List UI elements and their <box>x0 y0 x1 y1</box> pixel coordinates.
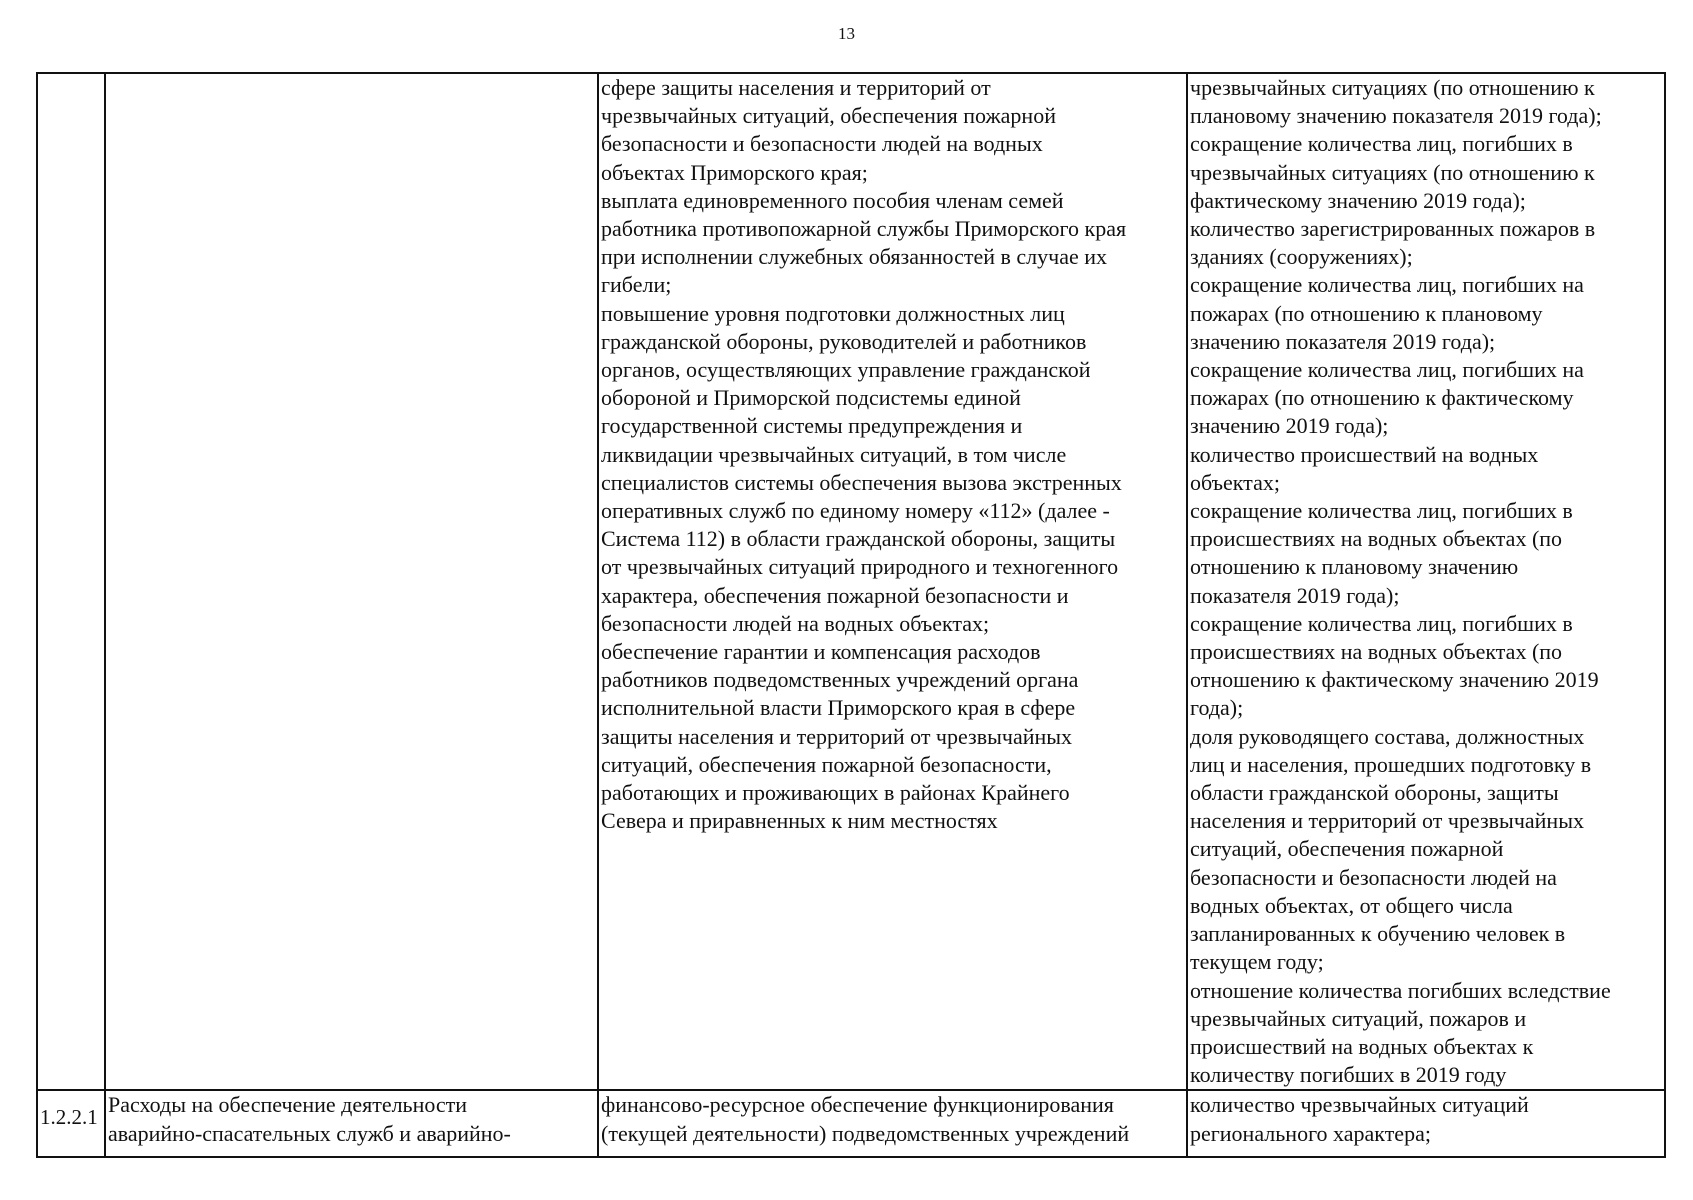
text-line: происшествиях на водных объектах (по <box>1190 526 1563 552</box>
text-line: обороной и Приморской подсистемы единой <box>601 385 1021 411</box>
text-line: чрезвычайных ситуаций, обеспечения пожарной <box>601 103 1056 129</box>
text-line: количество зарегистрированных пожаров в <box>1190 216 1596 242</box>
row-number-cell: 1.2.2.1 <box>37 1090 105 1157</box>
text-line: чрезвычайных ситуациях (по отношению к <box>1190 159 1595 185</box>
text-line: отношение количества погибших вследствие <box>1190 977 1611 1003</box>
text-line: пожарах (по отношению к плановому <box>1190 300 1543 326</box>
text-line: фактическому значению 2019 года); <box>1190 187 1526 213</box>
activity-name-cell <box>105 1090 598 1157</box>
text-line: количество происшествий на водных <box>1190 441 1539 467</box>
text-line: значению показателя 2019 года); <box>1190 328 1496 354</box>
text-line: повышение уровня подготовки должностных лиц <box>601 300 1065 326</box>
text-line: безопасности и безопасности людей на водных <box>601 131 1043 157</box>
text-line: происшествий на водных объектах к <box>1190 1033 1534 1059</box>
text-line: оперативных служб по единому номеру «112» (далее - <box>601 498 1110 524</box>
text-line: выплата единовременного пособия членам семей <box>601 187 1064 213</box>
text-line: пожарах (по отношению к фактическому <box>1190 385 1574 411</box>
text-line: запланированных к обучению человек в <box>1190 921 1566 947</box>
text-line: отношению к фактическому значению 2019 <box>1190 667 1599 693</box>
text-line: работающих и проживающих в районах Крайнего <box>601 780 1070 806</box>
page-number: 13 <box>838 24 855 43</box>
row-number-cell <box>37 73 105 1090</box>
indicators-cell <box>1187 1090 1665 1157</box>
text-line: водных объектах, от общего числа <box>1190 892 1513 918</box>
tasks-cell <box>598 73 1187 1090</box>
text-line: финансово-ресурсное обеспечение функционирования <box>601 1092 1114 1118</box>
text-line: лиц и населения, прошедших подготовку в <box>1190 751 1592 777</box>
text-line: безопасности и безопасности людей на <box>1190 864 1557 890</box>
text-line: населения и территорий от чрезвычайных <box>1190 808 1584 834</box>
text-line: ликвидации чрезвычайных ситуаций, в том числе <box>601 441 1067 467</box>
text-line: работника противопожарной службы Приморского края <box>601 216 1127 242</box>
text-line: гибели; <box>601 272 672 298</box>
text-line: чрезвычайных ситуаций, пожаров и <box>1190 1005 1527 1031</box>
text-line: ситуаций, обеспечения пожарной <box>1190 836 1504 862</box>
text-line: чрезвычайных ситуациях (по отношению к <box>1190 75 1595 100</box>
text-line: текущем году; <box>1190 949 1324 975</box>
text-line: характера, обеспечения пожарной безопасности и <box>601 582 1069 608</box>
text-line: ситуаций, обеспечения пожарной безопасности, <box>601 751 1052 777</box>
text-line: сфере защиты населения и территорий от <box>601 75 991 100</box>
text-line: значению 2019 года); <box>1190 413 1389 439</box>
table-row <box>37 73 1665 1090</box>
text-line: сокращение количества лиц, погибших на <box>1190 272 1584 298</box>
text-line: доля руководящего состава, должностных <box>1190 723 1585 749</box>
text-line: работников подведомственных учреждений органа <box>601 667 1079 693</box>
text-line: года); <box>1190 695 1244 721</box>
text-line: аварийно-спасательных служб и аварийно- <box>108 1120 511 1146</box>
activity-name-cell <box>105 73 598 1090</box>
text-line: защиты населения и территорий от чрезвычайных <box>601 723 1073 749</box>
text-line: гражданской обороны, руководителей и работников <box>601 328 1087 354</box>
text-line: Севера и приравненных к ним местностях <box>601 808 998 834</box>
text-line: (текущей деятельности) подведомственных учреждений <box>601 1120 1130 1146</box>
text-line: объектах; <box>1190 469 1280 495</box>
text-line: сокращение количества лиц, погибших на <box>1190 357 1584 383</box>
text-line: при исполнении служебных обязанностей в случае их <box>601 244 1108 270</box>
tasks-cell <box>598 1090 1187 1157</box>
text-line: сокращение количества лиц, погибших в <box>1190 131 1573 157</box>
text-line: количество чрезвычайных ситуаций <box>1190 1092 1529 1118</box>
text-line: исполнительной власти Приморского края в сфере <box>601 695 1076 721</box>
text-line: от чрезвычайных ситуаций природного и техногенного <box>601 554 1119 580</box>
text-line: плановому значению показателя 2019 года); <box>1190 103 1602 129</box>
text-line: происшествиях на водных объектах (по <box>1190 639 1563 665</box>
text-line: безопасности людей на водных объектах; <box>601 610 990 636</box>
program-table <box>36 72 1666 1158</box>
text-line: Система 112) в области гражданской обороны, защиты <box>601 526 1116 552</box>
text-line: количеству погибших в 2019 году <box>1190 1062 1507 1088</box>
text-line: отношению к плановому значению <box>1190 554 1519 580</box>
indicators-cell <box>1187 73 1665 1090</box>
text-line: области гражданской обороны, защиты <box>1190 780 1559 806</box>
text-line: государственной системы предупреждения и <box>601 413 1023 439</box>
text-line: объектах Приморского края; <box>601 159 868 185</box>
text-line: сокращение количества лиц, погибших в <box>1190 610 1573 636</box>
text-line: специалистов системы обеспечения вызова экстренных <box>601 469 1122 495</box>
table-row <box>37 1090 1665 1157</box>
text-line: зданиях (сооружениях); <box>1190 244 1413 270</box>
text-line: сокращение количества лиц, погибших в <box>1190 498 1573 524</box>
text-line: органов, осуществляющих управление гражданской <box>601 357 1091 383</box>
text-line: показателя 2019 года); <box>1190 582 1400 608</box>
text-line: обеспечение гарантии и компенсация расходов <box>601 639 1041 665</box>
text-line: регионального характера; <box>1190 1120 1431 1146</box>
text-line: Расходы на обеспечение деятельности <box>108 1092 468 1118</box>
